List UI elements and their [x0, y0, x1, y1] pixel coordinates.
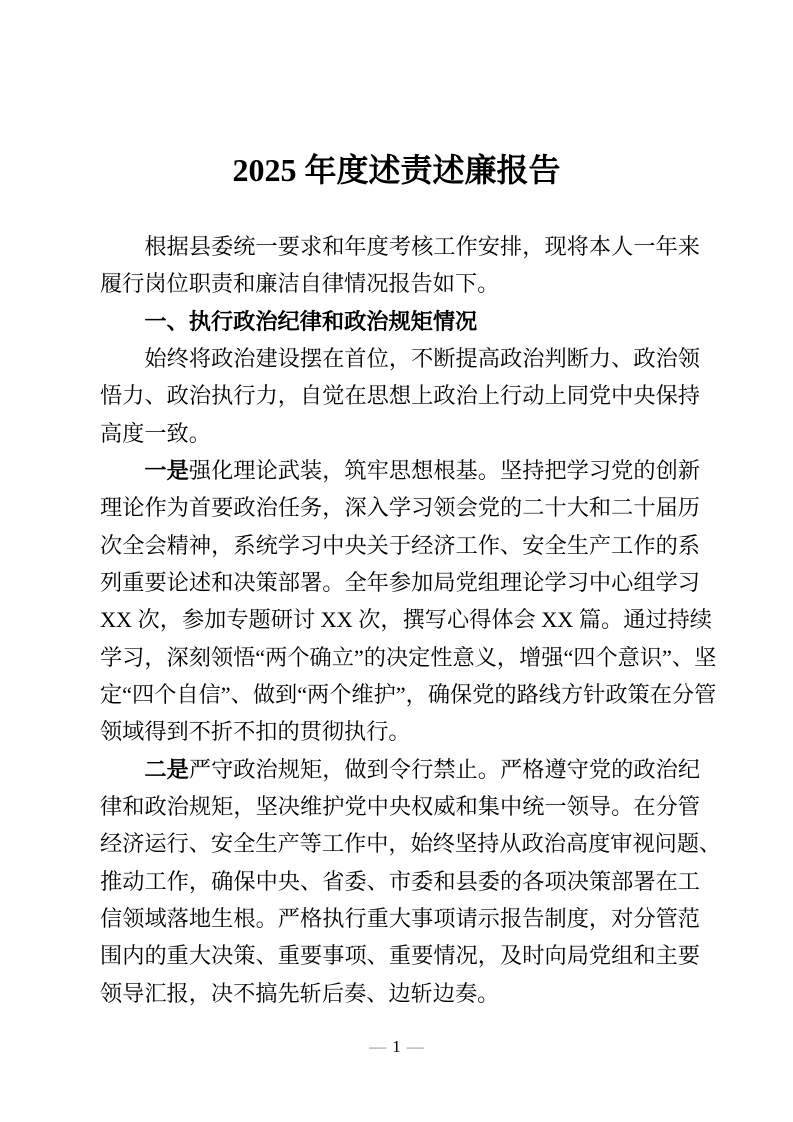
- text-line: 领导汇报，决不搞先斩后奏、边斩边奏。: [100, 980, 500, 1006]
- body-paragraph: [100, 228, 700, 303]
- text-line: 领域得到不折不扣的贯彻执行。: [100, 719, 411, 745]
- text-line: XX 次，参加专题研讨 XX 次，撰写心得体会 XX 篇。通过持续: [100, 607, 712, 633]
- page-number: 1: [392, 1036, 401, 1056]
- text-line: 理论作为首要政治任务，深入学习领会党的二十大和二十届历: [100, 495, 700, 521]
- body-paragraph: [100, 751, 722, 1012]
- page-footer: [0, 1037, 793, 1057]
- text-line: 高度一致。: [100, 420, 211, 446]
- bold-lead: 一是: [144, 457, 189, 483]
- text-line: 定“四个自信”、做到“两个维护”，确保党的路线方针政策在分管: [100, 681, 717, 707]
- text-line: 二是严守政治规矩，做到令行禁止。严格遵守党的政治纪: [144, 756, 701, 782]
- text-line: 一是强化理论武装，筑牢思想根基。坚持把学习党的创新: [144, 457, 701, 483]
- bold-lead: 二是: [144, 756, 189, 782]
- text-line: 学习，深刻领悟“两个确立”的决定性意义，增强“四个意识”、坚: [100, 644, 717, 670]
- text-line: 围内的重大决策、重要事项、重要情况，及时向局党组和主要: [100, 943, 700, 969]
- text-line: 始终将政治建设摆在首位，不断提高政治判断力、政治领: [144, 345, 700, 371]
- text-line: 律和政治规矩，坚决维护党中央权威和集中统一领导。在分管: [100, 793, 700, 819]
- text-line: 悟力、政治执行力，自觉在思想上政治上行动上同党中央保持: [100, 383, 700, 409]
- section-heading: [100, 303, 700, 340]
- text-line: 履行岗位职责和廉洁自律情况报告如下。: [100, 271, 500, 297]
- document-title: 2025 年度述责述廉报告: [232, 152, 561, 188]
- document-body: [100, 228, 722, 1012]
- text-line: 推动工作，确保中央、省委、市委和县委的各项决策部署在工: [100, 868, 700, 894]
- footer-dash-right-icon: —: [406, 1036, 424, 1056]
- body-paragraph: [100, 340, 700, 452]
- body-paragraph: [100, 452, 717, 751]
- text-line: 一、执行政治纪律和政治规矩情况: [144, 308, 478, 334]
- text-line: 列重要论述和决策部署。全年参加局党组理论学习中心组学习: [100, 569, 700, 595]
- text-line: 经济运行、安全生产等工作中，始终坚持从政治高度审视问题、: [100, 831, 722, 857]
- text-line: 次全会精神，系统学习中央关于经济工作、安全生产工作的系: [100, 532, 700, 558]
- text-line: 信领域落地生根。严格执行重大事项请示报告制度，对分管范: [100, 905, 700, 931]
- footer-dash-left-icon: —: [369, 1036, 387, 1056]
- text-line: 根据县委统一要求和年度考核工作安排，现将本人一年来: [144, 234, 700, 259]
